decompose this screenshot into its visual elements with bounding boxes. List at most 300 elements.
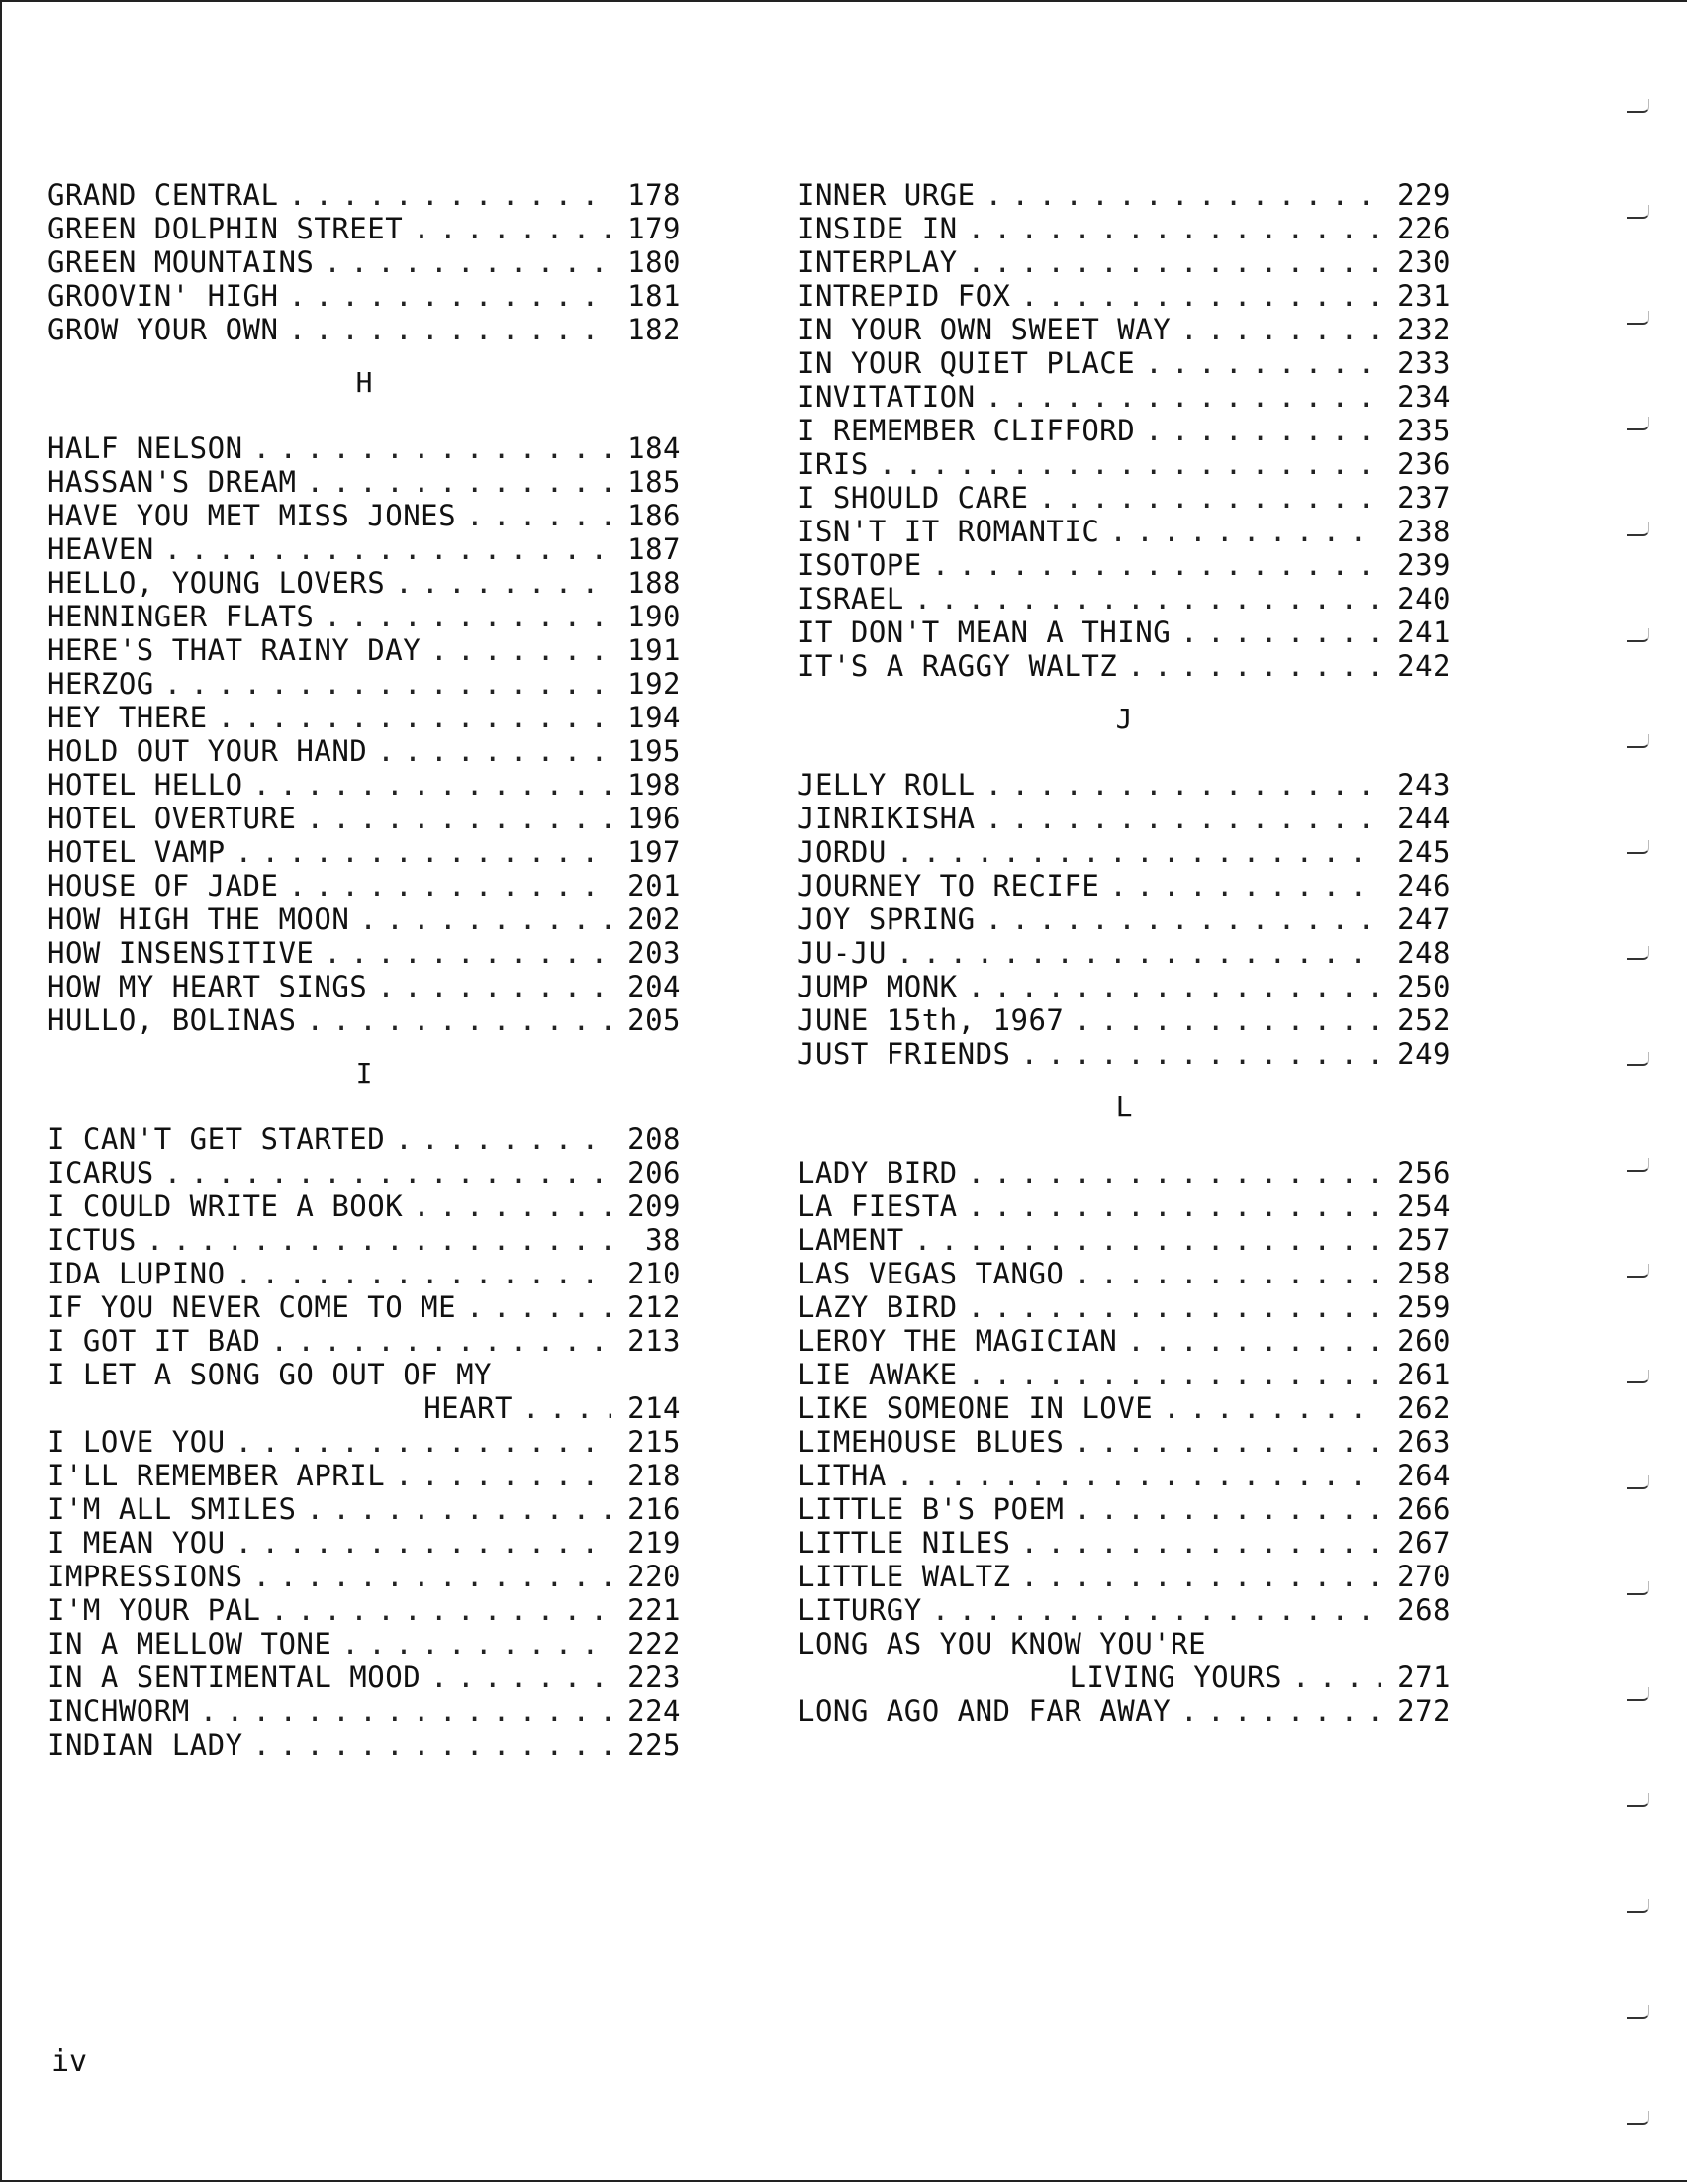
leader-dots [288,869,611,902]
leader-dots [306,465,611,499]
leader-dots [271,1593,611,1627]
leader-dots [466,499,611,532]
entry-title: JU-JU [798,936,887,970]
binding-mark [1627,1158,1649,1172]
index-entry [798,616,1451,649]
binding-mark [1627,1370,1649,1383]
index-entry [47,734,681,768]
index-entry [798,212,1451,245]
index-entry [47,1728,681,1761]
entry-page-number: 248 [1397,936,1451,970]
entry-page-number: 263 [1397,1425,1451,1459]
index-entry [798,1694,1451,1728]
entry-page-number: 259 [1397,1290,1451,1324]
entry-page-number: 231 [1397,279,1451,313]
entry-page-number: 266 [1397,1492,1451,1526]
index-entry [798,1627,1451,1694]
entry-title: LITHA [798,1459,887,1492]
index-entry [798,313,1451,346]
entry-page-number: 234 [1397,380,1451,414]
binding-mark [1627,417,1649,430]
entry-page-number: 272 [1397,1694,1451,1728]
entry-page-number: 196 [627,802,681,835]
entry-title: JELLY ROLL [798,768,976,802]
entry-page-number: 179 [627,212,681,245]
leader-dots [235,835,611,869]
entry-title: INSIDE IN [798,212,958,245]
index-entry [798,649,1451,683]
entry-title: JUST FRIENDS [798,1037,1011,1071]
entry-title: ISOTOPE [798,548,922,582]
entry-page-number: 244 [1397,802,1451,835]
entry-title: GREEN DOLPHIN STREET [47,212,404,245]
index-entry [798,1526,1451,1560]
leader-dots [1127,1324,1381,1358]
leader-dots [235,1257,611,1290]
entry-title: HOTEL HELLO [47,768,243,802]
leader-dots [235,1425,611,1459]
entry-title: IMPRESSIONS [47,1560,243,1593]
leader-dots [932,1593,1381,1627]
entry-page-number: 187 [627,532,681,566]
entry-title: I LOVE YOU [47,1425,226,1459]
entry-title: IT DON'T MEAN A THING [798,616,1172,649]
leader-dots [164,532,611,566]
entry-title: HOTEL OVERTURE [47,802,297,835]
entry-page-number: 257 [1397,1223,1451,1257]
leader-dots [1074,1003,1381,1037]
index-entry [798,515,1451,548]
entry-title: INCHWORM [47,1694,190,1728]
entry-page-number: 241 [1397,616,1451,649]
entry-title: HOW MY HEART SINGS [47,970,368,1003]
binding-mark [1627,840,1649,854]
section-letter: I [355,1057,373,1090]
entry-title: HAVE YOU MET MISS JONES [47,499,457,532]
entry-page-number: 203 [627,936,681,970]
entry-title: HOW INSENSITIVE [47,936,315,970]
leader-dots [306,802,611,835]
leader-dots [914,582,1381,616]
entry-title: LAZY BIRD [798,1290,958,1324]
index-entry [798,1492,1451,1526]
entry-page-number: 226 [1397,212,1451,245]
entry-page-number: 197 [627,835,681,869]
index-entry [47,532,681,566]
entry-page-number: 235 [1397,414,1451,447]
leader-dots [1074,1425,1381,1459]
entry-page-number: 210 [627,1257,681,1290]
entry-title: INVITATION [798,380,976,414]
index-entry [47,936,681,970]
index-entry [798,1560,1451,1593]
entry-title: HOUSE OF JADE [47,869,279,902]
index-entry [798,936,1451,970]
entry-title: LITURGY [798,1593,922,1627]
index-entry [47,835,681,869]
entry-page-number: 186 [627,499,681,532]
entry-page-number: 205 [627,1003,681,1037]
binding-mark [1627,1687,1649,1701]
leader-dots [395,1459,611,1492]
leader-dots [395,1122,611,1156]
leader-dots [985,802,1381,835]
entry-title: LAS VEGAS TANGO [798,1257,1065,1290]
entry-page-number: 209 [627,1189,681,1223]
leader-dots [253,431,611,465]
leader-dots [896,936,1381,970]
leader-dots [1021,1526,1381,1560]
entry-page-number: 229 [1397,178,1451,212]
entry-page-number: 261 [1397,1358,1451,1391]
index-entry [798,380,1451,414]
leader-dots [1109,869,1381,902]
entry-page-number: 182 [627,313,681,346]
index-entry [47,465,681,499]
index-section [798,1091,1451,1728]
entry-title: LITTLE B'S POEM [798,1492,1065,1526]
leader-dots [896,835,1381,869]
entry-title: ISN'T IT ROMANTIC [798,515,1100,548]
entry-page-number: 184 [627,431,681,465]
leader-dots [1163,1391,1381,1425]
entry-page-number: 268 [1397,1593,1451,1627]
index-entry [798,1223,1451,1257]
entry-page-number: 222 [627,1627,681,1661]
leader-dots [985,768,1381,802]
entry-page-number: 264 [1397,1459,1451,1492]
entry-page-number: 243 [1397,768,1451,802]
entry-title: HULLO, BOLINAS [47,1003,297,1037]
entry-title: JOURNEY TO RECIFE [798,869,1100,902]
entry-title: HERZOG [47,667,154,701]
binding-mark [1627,2005,1649,2019]
index-entry [47,1290,681,1324]
entry-page-number: 238 [1397,515,1451,548]
entry-page-number: 195 [627,734,681,768]
leader-dots [1145,414,1381,447]
entry-title: I LET A SONG GO OUT OF MY [47,1358,492,1391]
index-entry [47,1223,681,1257]
entry-title: LONG AGO AND FAR AWAY [798,1694,1172,1728]
entry-title: LONG AS YOU KNOW YOU'RE [798,1627,1207,1661]
entry-title: HENNINGER FLATS [47,600,315,633]
entry-page-number: 218 [627,1459,681,1492]
index-entry [47,970,681,1003]
entry-page-number: 233 [1397,346,1451,380]
index-entry [798,869,1451,902]
entry-page-number: 252 [1397,1003,1451,1037]
index-entry [47,1122,681,1156]
leader-dots [1127,649,1381,683]
index-entry [798,1391,1451,1425]
entry-page-number: 181 [627,279,681,313]
index-entry [47,1257,681,1290]
index-entry [47,869,681,902]
index-entry [798,1290,1451,1324]
leader-dots [1109,515,1381,548]
leader-dots [466,1290,611,1324]
index-section [798,703,1451,1071]
index-entry [798,582,1451,616]
entry-title: GROOVIN' HIGH [47,279,279,313]
index-section [47,366,681,1037]
index-column-right [798,178,1451,1728]
index-entry [47,1425,681,1459]
entry-title: LIKE SOMEONE IN LOVE [798,1391,1154,1425]
index-entry [798,245,1451,279]
entry-title: HOLD OUT YOUR HAND [47,734,368,768]
entry-page-number: 236 [1397,447,1451,481]
index-entry [47,902,681,936]
entry-title: INTERPLAY [798,245,958,279]
entry-page-number: 224 [627,1694,681,1728]
entry-page-number: 180 [627,245,681,279]
entry-title: JUMP MONK [798,970,958,1003]
index-entry [47,313,681,346]
entry-page-number: 220 [627,1560,681,1593]
entry-page-number: 242 [1397,649,1451,683]
index-entry [798,1425,1451,1459]
index-entry [798,768,1451,802]
index-section [47,1057,681,1761]
binding-mark [1627,1264,1649,1278]
leader-dots [306,1003,611,1037]
entry-page-number: 198 [627,768,681,802]
entry-page-number: 223 [627,1661,681,1694]
index-section [47,178,681,346]
entry-title: IN YOUR QUIET PLACE [798,346,1136,380]
entry-title: JUNE 15th, 1967 [798,1003,1065,1037]
leader-dots [218,701,611,734]
leader-dots [235,1526,611,1560]
entry-title: HEAVEN [47,532,154,566]
entry-page-number: 208 [627,1122,681,1156]
entry-title: IN A MELLOW TONE [47,1627,332,1661]
leader-dots [324,600,611,633]
entry-title: HOW HIGH THE MOON [47,902,350,936]
binding-mark [1627,734,1649,748]
index-entry [798,279,1451,313]
entry-title: HELLO, YOUNG LOVERS [47,566,386,600]
entry-page-number: 256 [1397,1156,1451,1189]
leader-dots [413,1189,611,1223]
entry-page-number: 178 [627,178,681,212]
leader-dots [1180,313,1381,346]
entry-title-continued: LIVING YOURS [1069,1661,1282,1694]
binding-mark [1627,628,1649,642]
entry-title: IDA LUPINO [47,1257,226,1290]
leader-dots [1021,279,1381,313]
entry-page-number: 237 [1397,481,1451,515]
index-entry [47,1492,681,1526]
leader-dots [522,1391,611,1425]
entry-page-number: 212 [627,1290,681,1324]
entry-page-number: 270 [1397,1560,1451,1593]
entry-page-number: 192 [627,667,681,701]
entry-page-number: 230 [1397,245,1451,279]
leader-dots [1074,1492,1381,1526]
index-section [798,178,1451,683]
entry-title: ISRAEL [798,582,904,616]
index-entry [798,1003,1451,1037]
section-letter: J [1115,703,1133,735]
entry-page-number: 188 [627,566,681,600]
leader-dots [985,380,1381,414]
leader-dots [377,734,611,768]
entry-title: I REMEMBER CLIFFORD [798,414,1136,447]
index-entry [47,1189,681,1223]
entry-page-number: 225 [627,1728,681,1761]
page-folio: iv [51,2044,88,2079]
leader-dots [985,902,1381,936]
leader-dots [1021,1560,1381,1593]
binding-mark [1627,1475,1649,1489]
leader-dots [288,279,611,313]
entry-title: LADY BIRD [798,1156,958,1189]
leader-dots [1180,616,1381,649]
index-entry [798,1593,1451,1627]
entry-page-number: 204 [627,970,681,1003]
index-entry [47,1661,681,1694]
leader-dots [968,1156,1381,1189]
index-entry [47,178,681,212]
entry-title: IRIS [798,447,869,481]
entry-title: HEY THERE [47,701,208,734]
binding-mark [1627,311,1649,325]
entry-title: ICARUS [47,1156,154,1189]
entry-page-number: 202 [627,902,681,936]
index-entry [47,667,681,701]
entry-title: I GOT IT BAD [47,1324,261,1358]
entry-title: INDIAN LADY [47,1728,243,1761]
leader-dots [985,178,1381,212]
binding-mark [1627,205,1649,219]
leader-dots [359,902,611,936]
entry-title: INNER URGE [798,178,976,212]
leader-dots [395,566,611,600]
entry-title: ICTUS [47,1223,137,1257]
entry-page-number: 239 [1397,548,1451,582]
binding-mark [1627,1793,1649,1807]
entry-title: IN YOUR OWN SWEET WAY [798,313,1172,346]
binding-mark [1627,2111,1649,2125]
index-entry [47,1324,681,1358]
entry-title: JOY SPRING [798,902,976,936]
index-entry [798,178,1451,212]
leader-dots [306,1492,611,1526]
leader-dots [430,633,611,667]
section-letter: L [1115,1091,1133,1123]
entry-page-number: 246 [1397,869,1451,902]
leader-dots [968,1189,1381,1223]
index-entry [47,431,681,465]
index-entry [798,802,1451,835]
entry-page-number: 254 [1397,1189,1451,1223]
binding-mark [1627,99,1649,113]
binding-mark [1627,1052,1649,1066]
index-entry [798,1358,1451,1391]
leader-dots [146,1223,611,1257]
leader-dots [968,212,1381,245]
entry-title: GROW YOUR OWN [47,313,279,346]
entry-page-number: 213 [627,1324,681,1358]
entry-title: LA FIESTA [798,1189,958,1223]
entry-page-number: 206 [627,1156,681,1189]
index-entry [47,1526,681,1560]
entry-title: LAMENT [798,1223,904,1257]
index-entry [47,245,681,279]
entry-title: JORDU [798,835,887,869]
leader-dots [200,1694,611,1728]
index-entry [47,768,681,802]
index-entry [798,481,1451,515]
entry-page-number: 271 [1397,1661,1451,1694]
index-entry [798,414,1451,447]
entry-title: I'M ALL SMILES [47,1492,297,1526]
index-entry [47,1156,681,1189]
binding-mark [1627,946,1649,960]
leader-dots [324,936,611,970]
index-entry [47,1003,681,1037]
binding-mark [1627,1581,1649,1595]
leader-dots [377,970,611,1003]
index-entry [798,970,1451,1003]
index-entry [47,212,681,245]
leader-dots [1180,1694,1381,1728]
leader-dots [932,548,1381,582]
index-entry [47,1593,681,1627]
entry-title: I SHOULD CARE [798,481,1029,515]
index-entry [47,1560,681,1593]
leader-dots [968,245,1381,279]
index-entry [47,1694,681,1728]
entry-title: LIMEHOUSE BLUES [798,1425,1065,1459]
entry-title: HASSAN'S DREAM [47,465,297,499]
leader-dots [164,667,611,701]
leader-dots [1038,481,1381,515]
entry-page-number: 247 [1397,902,1451,936]
entry-page-number: 190 [627,600,681,633]
index-entry [47,600,681,633]
binding-mark [1627,1899,1649,1913]
entry-page-number: 185 [627,465,681,499]
index-entry [798,902,1451,936]
entry-page-number: 216 [627,1492,681,1526]
entry-title: HERE'S THAT RAINY DAY [47,633,422,667]
index-entry [47,499,681,532]
entry-page-number: 191 [627,633,681,667]
entry-title: GREEN MOUNTAINS [47,245,315,279]
leader-dots [914,1223,1381,1257]
entry-page-number: 214 [627,1391,681,1425]
entry-title: I CAN'T GET STARTED [47,1122,386,1156]
entry-title: I MEAN YOU [47,1526,226,1560]
entry-page-number: 219 [627,1526,681,1560]
entry-page-number: 194 [627,701,681,734]
index-entry [47,1358,681,1425]
leader-dots [288,313,611,346]
leader-dots [413,212,611,245]
entry-title: I COULD WRITE A BOOK [47,1189,404,1223]
leader-dots [1292,1661,1381,1694]
leader-dots [968,1290,1381,1324]
entry-title: HOTEL VAMP [47,835,226,869]
leader-dots [253,1728,611,1761]
entry-page-number: 258 [1397,1257,1451,1290]
index-entry [798,1324,1451,1358]
entry-title: HALF NELSON [47,431,243,465]
